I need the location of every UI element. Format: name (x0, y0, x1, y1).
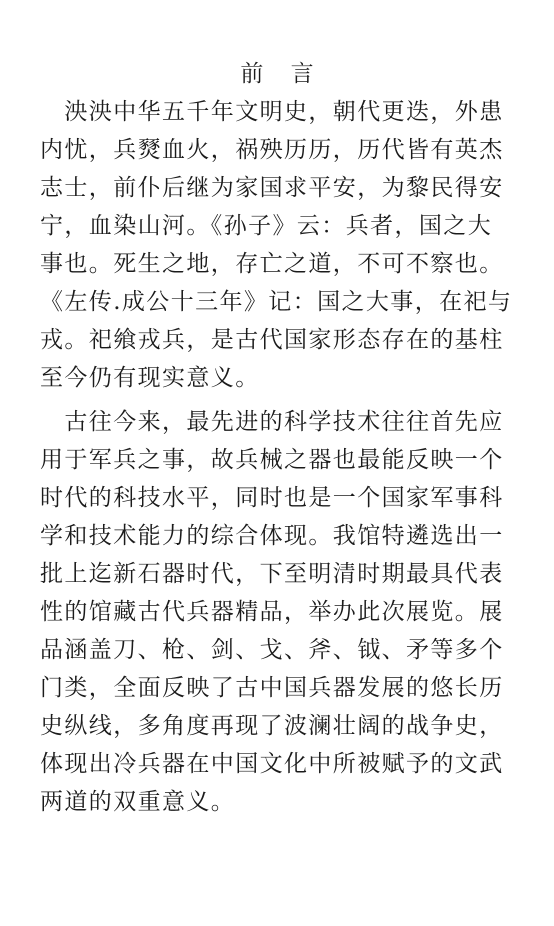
text-line: 古往今来，最先进的科学技术往往首先应 (40, 409, 504, 435)
text-line: 宁，血染山河。《孙子》云：兵者，国之大 (40, 213, 493, 239)
text-line: 至今仍有现实意义。 (40, 365, 260, 391)
text-line: 内忧，兵燹血火，祸殃历历，历代皆有英杰 (40, 137, 504, 163)
text-line: 体现出冷兵器在中国文化中所被赋予的文武 (40, 751, 504, 777)
text-line: 《左传.成公十三年》记：国之大事，在祀与 (40, 289, 513, 315)
text-line: 性的馆藏古代兵器精品，举办此次展览。展 (40, 599, 504, 625)
text-line: 泱泱中华五千年文明史，朝代更迭，外患 (40, 99, 504, 125)
text-line: 用于军兵之事，故兵械之器也最能反映一个 (40, 447, 504, 473)
text-line: 门类，全面反映了古中国兵器发展的悠长历 (40, 675, 504, 701)
text-line: 批上迄新石器时代，下至明清时期最具代表 (40, 561, 504, 587)
page-title: 前 言 (240, 61, 324, 87)
text-line: 品涵盖刀、枪、剑、戈、斧、钺、矛等多个 (40, 637, 504, 663)
text-line: 时代的科技水平，同时也是一个国家军事科 (40, 485, 504, 511)
text-line: 史纵线，多角度再现了波澜壮阔的战争史， (40, 713, 504, 739)
text-line: 事也。死生之地，存亡之道，不可不察也。 (40, 251, 504, 277)
text-line: 两道的双重意义。 (40, 789, 236, 815)
text-line: 戎。祀飨戎兵，是古代国家形态存在的基柱 (40, 327, 504, 353)
text-line: 学和技术能力的综合体现。我馆特遴选出一 (40, 523, 504, 549)
text-line: 志士，前仆后继为家国求平安，为黎民得安 (40, 175, 504, 201)
